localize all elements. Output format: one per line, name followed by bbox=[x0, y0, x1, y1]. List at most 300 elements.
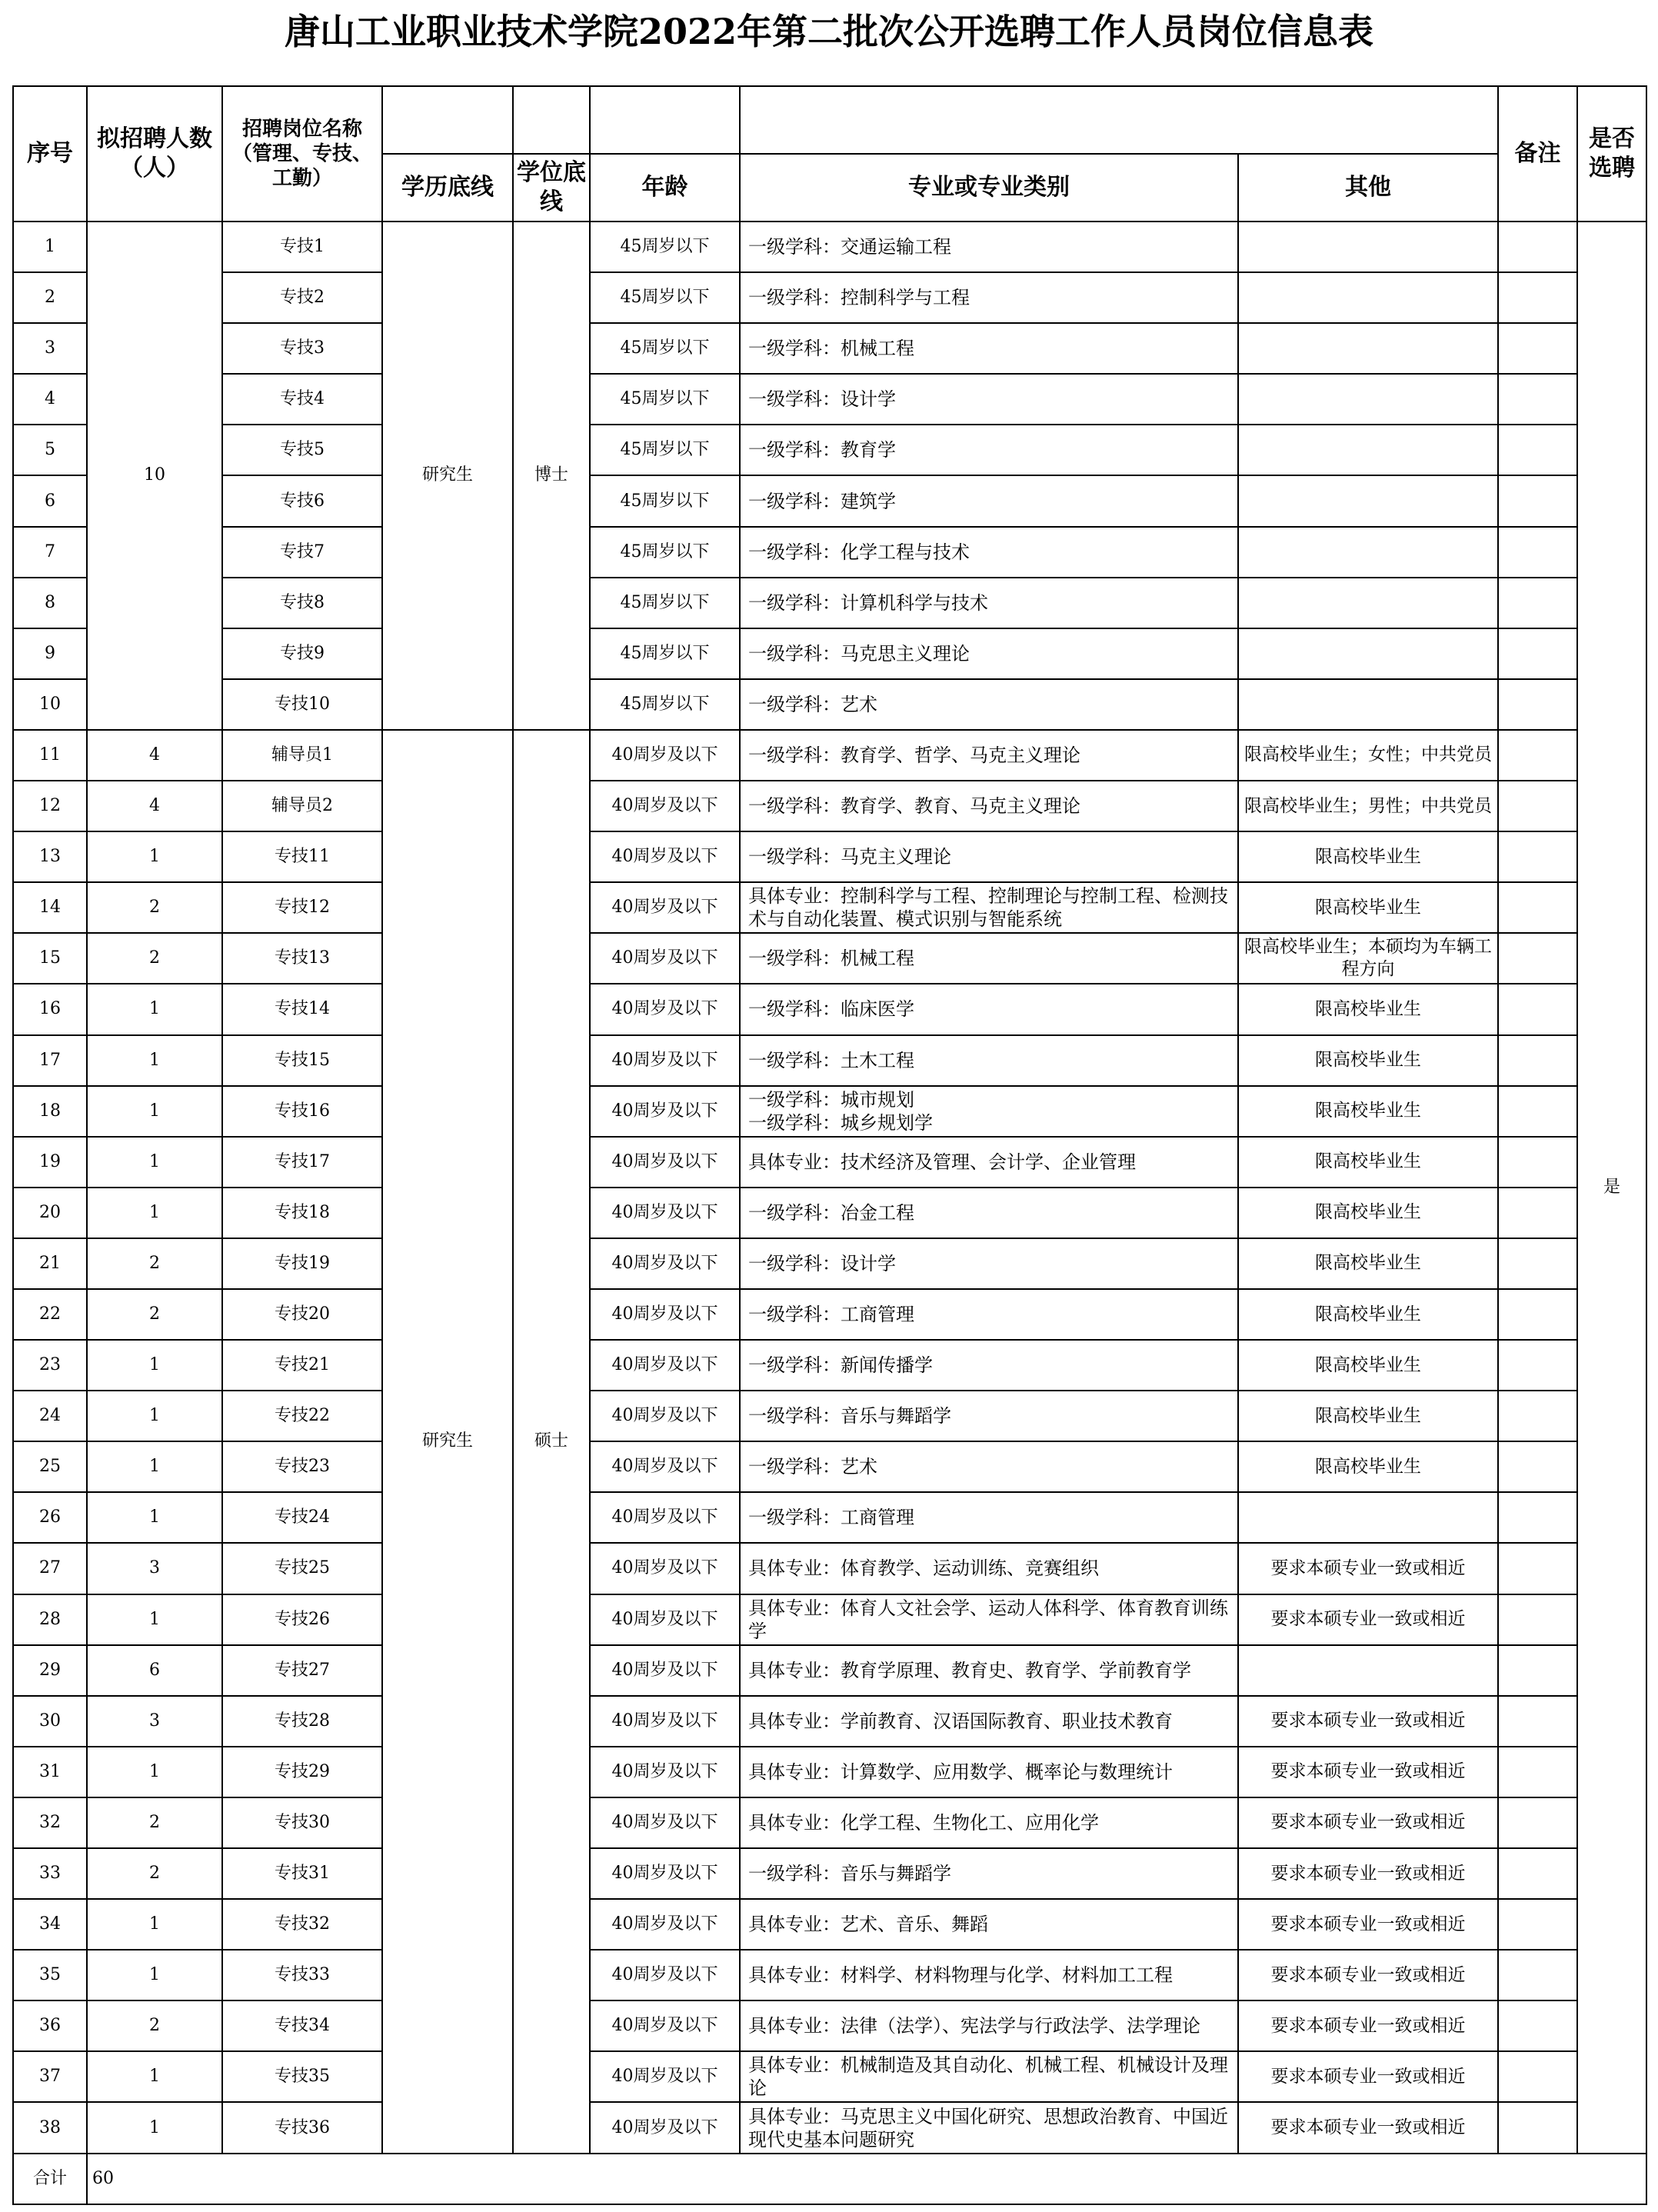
row-post: 专技11 bbox=[222, 831, 382, 882]
table-row bbox=[13, 933, 1646, 984]
row-post: 专技23 bbox=[222, 1441, 382, 1492]
header-major: 专业或专业类别 bbox=[740, 154, 1238, 222]
row-count: 1 bbox=[87, 1950, 222, 2000]
row-age: 40周岁及以下 bbox=[590, 1848, 740, 1899]
row-seq: 22 bbox=[13, 1289, 87, 1340]
header-post: 招聘岗位名称（管理、专技、工勤） bbox=[222, 86, 382, 222]
total-value: 60 bbox=[87, 2154, 1646, 2204]
row-seq: 7 bbox=[13, 527, 87, 578]
row-other bbox=[1238, 222, 1498, 272]
row-seq: 21 bbox=[13, 1238, 87, 1289]
row-remark bbox=[1498, 222, 1577, 272]
row-age: 45周岁以下 bbox=[590, 272, 740, 323]
row-post: 专技30 bbox=[222, 1797, 382, 1848]
row-major: 一级学科：马克主义理论 bbox=[740, 831, 1238, 882]
row-remark bbox=[1498, 1340, 1577, 1391]
row-age: 45周岁以下 bbox=[590, 628, 740, 679]
row-remark bbox=[1498, 1848, 1577, 1899]
row-major: 一级学科：控制科学与工程 bbox=[740, 272, 1238, 323]
row-post: 专技8 bbox=[222, 578, 382, 628]
header-other: 其他 bbox=[1238, 154, 1498, 222]
row-post: 辅导员2 bbox=[222, 781, 382, 831]
table-row bbox=[13, 1645, 1646, 1696]
row-other: 要求本硕专业一致或相近 bbox=[1238, 1747, 1498, 1797]
row-seq: 25 bbox=[13, 1441, 87, 1492]
row-remark bbox=[1498, 2051, 1577, 2102]
row-post: 专技6 bbox=[222, 475, 382, 526]
row-other bbox=[1238, 1645, 1498, 1696]
row-post: 专技20 bbox=[222, 1289, 382, 1340]
row-count: 2 bbox=[87, 1238, 222, 1289]
row-post: 专技17 bbox=[222, 1137, 382, 1188]
row-seq: 6 bbox=[13, 475, 87, 526]
header-blank bbox=[740, 86, 1498, 154]
table-row bbox=[13, 1086, 1646, 1137]
row-count: 1 bbox=[87, 1492, 222, 1543]
row-age: 40周岁及以下 bbox=[590, 1289, 740, 1340]
row-age: 40周岁及以下 bbox=[590, 1747, 740, 1797]
table-row bbox=[13, 1137, 1646, 1188]
row-other: 限高校毕业生 bbox=[1238, 1086, 1498, 1137]
row-age: 40周岁及以下 bbox=[590, 1137, 740, 1188]
table-row bbox=[13, 2051, 1646, 2102]
row-age: 40周岁及以下 bbox=[590, 1645, 740, 1696]
table-row bbox=[13, 679, 1646, 730]
row-other: 要求本硕专业一致或相近 bbox=[1238, 2000, 1498, 2051]
total-row bbox=[13, 2154, 1646, 2204]
row-other bbox=[1238, 425, 1498, 475]
row-seq: 9 bbox=[13, 628, 87, 679]
row-post: 专技14 bbox=[222, 984, 382, 1034]
row-post: 专技36 bbox=[222, 2102, 382, 2153]
table-row bbox=[13, 1238, 1646, 1289]
row-seq: 1 bbox=[13, 222, 87, 272]
row-post: 专技15 bbox=[222, 1035, 382, 1086]
row-remark bbox=[1498, 1086, 1577, 1137]
row-remark bbox=[1498, 527, 1577, 578]
document-title: 唐山工业职业技术学院2022年第二批次公开选聘工作人员岗位信息表 bbox=[284, 11, 1374, 52]
row-count: 4 bbox=[87, 781, 222, 831]
row-count: 1 bbox=[87, 1899, 222, 1950]
row-seq: 12 bbox=[13, 781, 87, 831]
row-age: 45周岁以下 bbox=[590, 578, 740, 628]
row-count: 1 bbox=[87, 984, 222, 1034]
row-age: 45周岁以下 bbox=[590, 323, 740, 374]
row-other bbox=[1238, 475, 1498, 526]
row-post: 专技2 bbox=[222, 272, 382, 323]
header-count: 拟招聘人数（人） bbox=[87, 86, 222, 222]
row-major: 一级学科：冶金工程 bbox=[740, 1188, 1238, 1238]
row-other: 限高校毕业生 bbox=[1238, 1391, 1498, 1441]
row-remark bbox=[1498, 2000, 1577, 2051]
row-post: 专技33 bbox=[222, 1950, 382, 2000]
row-age: 40周岁及以下 bbox=[590, 1340, 740, 1391]
row-seq: 35 bbox=[13, 1950, 87, 2000]
table-row bbox=[13, 1035, 1646, 1086]
row-remark bbox=[1498, 475, 1577, 526]
row-post: 专技3 bbox=[222, 323, 382, 374]
row-post: 专技29 bbox=[222, 1747, 382, 1797]
row-major: 一级学科：建筑学 bbox=[740, 475, 1238, 526]
row-seq: 26 bbox=[13, 1492, 87, 1543]
row-post: 专技12 bbox=[222, 882, 382, 933]
table-row bbox=[13, 882, 1646, 933]
row-seq: 14 bbox=[13, 882, 87, 933]
row-post: 专技34 bbox=[222, 2000, 382, 2051]
row-remark bbox=[1498, 984, 1577, 1034]
row-major: 具体专业：体育人文社会学、运动人体科学、体育教育训练学 bbox=[740, 1594, 1238, 1645]
table-row bbox=[13, 272, 1646, 323]
row-count: 3 bbox=[87, 1543, 222, 1594]
row-age: 40周岁及以下 bbox=[590, 882, 740, 933]
header-blank bbox=[513, 86, 590, 154]
row-age: 40周岁及以下 bbox=[590, 1441, 740, 1492]
header-blank bbox=[382, 86, 513, 154]
row-post: 专技21 bbox=[222, 1340, 382, 1391]
table-body bbox=[13, 222, 1646, 2204]
header-remark: 备注 bbox=[1498, 86, 1577, 222]
row-select: 是 bbox=[1577, 222, 1646, 2154]
row-major: 一级学科：音乐与舞蹈学 bbox=[740, 1848, 1238, 1899]
row-other bbox=[1238, 1492, 1498, 1543]
row-major: 一级学科：工商管理 bbox=[740, 1289, 1238, 1340]
row-post: 专技9 bbox=[222, 628, 382, 679]
table-row bbox=[13, 1797, 1646, 1848]
row-post: 专技13 bbox=[222, 933, 382, 984]
row-remark bbox=[1498, 882, 1577, 933]
header-seq: 序号 bbox=[13, 86, 87, 222]
row-other: 限高校毕业生 bbox=[1238, 1188, 1498, 1238]
table-row bbox=[13, 1289, 1646, 1340]
row-seq: 15 bbox=[13, 933, 87, 984]
row-remark bbox=[1498, 1950, 1577, 2000]
row-count: 1 bbox=[87, 1188, 222, 1238]
row-remark bbox=[1498, 1645, 1577, 1696]
row-major: 一级学科：机械工程 bbox=[740, 323, 1238, 374]
row-other: 要求本硕专业一致或相近 bbox=[1238, 2051, 1498, 2102]
row-age: 40周岁及以下 bbox=[590, 1188, 740, 1238]
table-row bbox=[13, 222, 1646, 272]
row-age: 40周岁及以下 bbox=[590, 831, 740, 882]
row-remark bbox=[1498, 1238, 1577, 1289]
row-remark bbox=[1498, 1137, 1577, 1188]
row-post: 专技7 bbox=[222, 527, 382, 578]
row-remark bbox=[1498, 1289, 1577, 1340]
row-major: 一级学科：教育学、教育、马克主义理论 bbox=[740, 781, 1238, 831]
row-other: 限高校毕业生 bbox=[1238, 1340, 1498, 1391]
row-seq: 19 bbox=[13, 1137, 87, 1188]
row-edu: 研究生 bbox=[382, 730, 513, 2154]
row-age: 40周岁及以下 bbox=[590, 1696, 740, 1747]
table-row bbox=[13, 1441, 1646, 1492]
row-other bbox=[1238, 628, 1498, 679]
row-major: 一级学科：化学工程与技术 bbox=[740, 527, 1238, 578]
row-other: 要求本硕专业一致或相近 bbox=[1238, 1797, 1498, 1848]
row-other: 限高校毕业生；女性；中共党员 bbox=[1238, 730, 1498, 781]
row-major: 具体专业：材料学、材料物理与化学、材料加工工程 bbox=[740, 1950, 1238, 2000]
row-age: 40周岁及以下 bbox=[590, 2051, 740, 2102]
table-row bbox=[13, 527, 1646, 578]
row-count: 2 bbox=[87, 1848, 222, 1899]
row-seq: 24 bbox=[13, 1391, 87, 1441]
row-count: 10 bbox=[87, 222, 222, 730]
row-major: 一级学科：城市规划 一级学科：城乡规划学 bbox=[740, 1086, 1238, 1137]
row-count: 1 bbox=[87, 1391, 222, 1441]
table-row bbox=[13, 1747, 1646, 1797]
row-major: 具体专业：控制科学与工程、控制理论与控制工程、检测技术与自动化装置、模式识别与智能系统 bbox=[740, 882, 1238, 933]
header-age: 年龄 bbox=[590, 154, 740, 222]
row-age: 40周岁及以下 bbox=[590, 1950, 740, 2000]
row-major: 一级学科：新闻传播学 bbox=[740, 1340, 1238, 1391]
row-age: 40周岁及以下 bbox=[590, 1543, 740, 1594]
row-post: 专技31 bbox=[222, 1848, 382, 1899]
row-age: 40周岁及以下 bbox=[590, 1594, 740, 1645]
row-seq: 20 bbox=[13, 1188, 87, 1238]
row-remark bbox=[1498, 1035, 1577, 1086]
row-major: 一级学科：临床医学 bbox=[740, 984, 1238, 1034]
row-post: 专技10 bbox=[222, 679, 382, 730]
row-age: 45周岁以下 bbox=[590, 425, 740, 475]
row-edu: 研究生 bbox=[382, 222, 513, 730]
row-remark bbox=[1498, 374, 1577, 425]
table-row bbox=[13, 1899, 1646, 1950]
row-seq: 36 bbox=[13, 2000, 87, 2051]
row-other bbox=[1238, 578, 1498, 628]
row-other: 要求本硕专业一致或相近 bbox=[1238, 1950, 1498, 2000]
row-post: 专技19 bbox=[222, 1238, 382, 1289]
row-other: 要求本硕专业一致或相近 bbox=[1238, 1899, 1498, 1950]
row-remark bbox=[1498, 933, 1577, 984]
table-row bbox=[13, 1340, 1646, 1391]
row-other bbox=[1238, 272, 1498, 323]
row-major: 一级学科：机械工程 bbox=[740, 933, 1238, 984]
row-major: 一级学科：教育学、哲学、马克主义理论 bbox=[740, 730, 1238, 781]
table-row bbox=[13, 2000, 1646, 2051]
row-age: 40周岁及以下 bbox=[590, 1035, 740, 1086]
row-major: 一级学科：艺术 bbox=[740, 679, 1238, 730]
row-other: 限高校毕业生；男性；中共党员 bbox=[1238, 781, 1498, 831]
row-post: 专技24 bbox=[222, 1492, 382, 1543]
row-seq: 33 bbox=[13, 1848, 87, 1899]
row-major: 一级学科：设计学 bbox=[740, 1238, 1238, 1289]
table-row bbox=[13, 1950, 1646, 2000]
row-age: 40周岁及以下 bbox=[590, 1899, 740, 1950]
row-remark bbox=[1498, 831, 1577, 882]
row-count: 4 bbox=[87, 730, 222, 781]
row-count: 1 bbox=[87, 2102, 222, 2153]
row-seq: 37 bbox=[13, 2051, 87, 2102]
row-major: 一级学科：土木工程 bbox=[740, 1035, 1238, 1086]
row-count: 3 bbox=[87, 1696, 222, 1747]
row-seq: 34 bbox=[13, 1899, 87, 1950]
row-post: 专技22 bbox=[222, 1391, 382, 1441]
row-post: 专技25 bbox=[222, 1543, 382, 1594]
row-seq: 28 bbox=[13, 1594, 87, 1645]
row-major: 具体专业：机械制造及其自动化、机械工程、机械设计及理论 bbox=[740, 2051, 1238, 2102]
row-other: 要求本硕专业一致或相近 bbox=[1238, 1594, 1498, 1645]
row-age: 45周岁以下 bbox=[590, 527, 740, 578]
row-age: 45周岁以下 bbox=[590, 475, 740, 526]
row-seq: 4 bbox=[13, 374, 87, 425]
row-major: 具体专业：学前教育、汉语国际教育、职业技术教育 bbox=[740, 1696, 1238, 1747]
table-row bbox=[13, 1543, 1646, 1594]
row-remark bbox=[1498, 1747, 1577, 1797]
row-other: 限高校毕业生 bbox=[1238, 1035, 1498, 1086]
header-degree: 学位底线 bbox=[513, 154, 590, 222]
row-age: 40周岁及以下 bbox=[590, 2102, 740, 2153]
table-row bbox=[13, 1848, 1646, 1899]
row-major: 一级学科：设计学 bbox=[740, 374, 1238, 425]
row-seq: 17 bbox=[13, 1035, 87, 1086]
row-post: 专技1 bbox=[222, 222, 382, 272]
row-post: 专技28 bbox=[222, 1696, 382, 1747]
row-major: 具体专业：技术经济及管理、会计学、企业管理 bbox=[740, 1137, 1238, 1188]
row-other: 限高校毕业生；本硕均为车辆工程方向 bbox=[1238, 933, 1498, 984]
row-major: 一级学科：教育学 bbox=[740, 425, 1238, 475]
row-post: 专技4 bbox=[222, 374, 382, 425]
row-count: 1 bbox=[87, 1441, 222, 1492]
row-seq: 13 bbox=[13, 831, 87, 882]
header-select: 是否选聘 bbox=[1577, 86, 1646, 222]
row-seq: 5 bbox=[13, 425, 87, 475]
row-major: 一级学科：工商管理 bbox=[740, 1492, 1238, 1543]
row-major: 具体专业：化学工程、生物化工、应用化学 bbox=[740, 1797, 1238, 1848]
table-row bbox=[13, 730, 1646, 781]
row-count: 1 bbox=[87, 1086, 222, 1137]
row-seq: 38 bbox=[13, 2102, 87, 2153]
table-row bbox=[13, 1391, 1646, 1441]
row-post: 专技32 bbox=[222, 1899, 382, 1950]
row-other bbox=[1238, 679, 1498, 730]
row-other bbox=[1238, 323, 1498, 374]
row-major: 具体专业：法律（法学）、宪法学与行政法学、法学理论 bbox=[740, 2000, 1238, 2051]
row-count: 1 bbox=[87, 1137, 222, 1188]
table-row bbox=[13, 984, 1646, 1034]
row-seq: 3 bbox=[13, 323, 87, 374]
row-post: 辅导员1 bbox=[222, 730, 382, 781]
row-count: 1 bbox=[87, 2051, 222, 2102]
row-other: 限高校毕业生 bbox=[1238, 1137, 1498, 1188]
row-other: 限高校毕业生 bbox=[1238, 831, 1498, 882]
row-age: 40周岁及以下 bbox=[590, 1238, 740, 1289]
row-count: 1 bbox=[87, 1340, 222, 1391]
row-remark bbox=[1498, 1696, 1577, 1747]
row-remark bbox=[1498, 1899, 1577, 1950]
row-other: 限高校毕业生 bbox=[1238, 1289, 1498, 1340]
row-count: 2 bbox=[87, 1797, 222, 1848]
row-degree: 硕士 bbox=[513, 730, 590, 2154]
row-other: 要求本硕专业一致或相近 bbox=[1238, 1848, 1498, 1899]
header-blank bbox=[590, 86, 740, 154]
row-seq: 31 bbox=[13, 1747, 87, 1797]
row-age: 40周岁及以下 bbox=[590, 1797, 740, 1848]
row-major: 具体专业：计算数学、应用数学、概率论与数理统计 bbox=[740, 1747, 1238, 1797]
row-other bbox=[1238, 527, 1498, 578]
row-major: 一级学科：马克思主义理论 bbox=[740, 628, 1238, 679]
row-post: 专技16 bbox=[222, 1086, 382, 1137]
table-row bbox=[13, 1696, 1646, 1747]
table-row bbox=[13, 425, 1646, 475]
table-row bbox=[13, 628, 1646, 679]
row-post: 专技26 bbox=[222, 1594, 382, 1645]
row-count: 1 bbox=[87, 1747, 222, 1797]
row-other: 限高校毕业生 bbox=[1238, 984, 1498, 1034]
row-post: 专技35 bbox=[222, 2051, 382, 2102]
header-edu: 学历底线 bbox=[382, 154, 513, 222]
row-age: 40周岁及以下 bbox=[590, 1086, 740, 1137]
row-post: 专技5 bbox=[222, 425, 382, 475]
row-other: 要求本硕专业一致或相近 bbox=[1238, 1543, 1498, 1594]
row-seq: 16 bbox=[13, 984, 87, 1034]
row-remark bbox=[1498, 1441, 1577, 1492]
table-row bbox=[13, 831, 1646, 882]
row-remark bbox=[1498, 1188, 1577, 1238]
row-seq: 8 bbox=[13, 578, 87, 628]
table-row bbox=[13, 1594, 1646, 1645]
row-major: 具体专业：体育教学、运动训练、竞赛组织 bbox=[740, 1543, 1238, 1594]
row-seq: 2 bbox=[13, 272, 87, 323]
table-row bbox=[13, 475, 1646, 526]
row-seq: 30 bbox=[13, 1696, 87, 1747]
table-row bbox=[13, 1492, 1646, 1543]
row-remark bbox=[1498, 628, 1577, 679]
row-age: 40周岁及以下 bbox=[590, 1492, 740, 1543]
row-major: 一级学科：交通运输工程 bbox=[740, 222, 1238, 272]
total-label: 合计 bbox=[13, 2154, 87, 2204]
row-major: 具体专业：教育学原理、教育史、教育学、学前教育学 bbox=[740, 1645, 1238, 1696]
row-remark bbox=[1498, 781, 1577, 831]
row-remark bbox=[1498, 578, 1577, 628]
row-other: 限高校毕业生 bbox=[1238, 1238, 1498, 1289]
row-other bbox=[1238, 374, 1498, 425]
row-age: 45周岁以下 bbox=[590, 374, 740, 425]
row-seq: 18 bbox=[13, 1086, 87, 1137]
table-row bbox=[13, 374, 1646, 425]
row-remark bbox=[1498, 1797, 1577, 1848]
row-count: 2 bbox=[87, 2000, 222, 2051]
row-remark bbox=[1498, 1391, 1577, 1441]
table-row bbox=[13, 781, 1646, 831]
table-row bbox=[13, 1188, 1646, 1238]
row-seq: 27 bbox=[13, 1543, 87, 1594]
row-remark bbox=[1498, 272, 1577, 323]
row-age: 40周岁及以下 bbox=[590, 984, 740, 1034]
row-seq: 29 bbox=[13, 1645, 87, 1696]
row-major: 具体专业：艺术、音乐、舞蹈 bbox=[740, 1899, 1238, 1950]
row-age: 40周岁及以下 bbox=[590, 1391, 740, 1441]
row-other: 要求本硕专业一致或相近 bbox=[1238, 2102, 1498, 2153]
row-post: 专技18 bbox=[222, 1188, 382, 1238]
row-count: 2 bbox=[87, 933, 222, 984]
row-age: 40周岁及以下 bbox=[590, 781, 740, 831]
table-row bbox=[13, 578, 1646, 628]
row-age: 45周岁以下 bbox=[590, 222, 740, 272]
row-post: 专技27 bbox=[222, 1645, 382, 1696]
row-other: 限高校毕业生 bbox=[1238, 882, 1498, 933]
row-age: 40周岁及以下 bbox=[590, 730, 740, 781]
row-seq: 23 bbox=[13, 1340, 87, 1391]
row-remark bbox=[1498, 2102, 1577, 2153]
row-remark bbox=[1498, 1594, 1577, 1645]
row-count: 2 bbox=[87, 882, 222, 933]
row-major: 一级学科：音乐与舞蹈学 bbox=[740, 1391, 1238, 1441]
row-count: 1 bbox=[87, 1594, 222, 1645]
row-count: 1 bbox=[87, 831, 222, 882]
row-count: 1 bbox=[87, 1035, 222, 1086]
row-seq: 10 bbox=[13, 679, 87, 730]
row-remark bbox=[1498, 730, 1577, 781]
row-count: 6 bbox=[87, 1645, 222, 1696]
